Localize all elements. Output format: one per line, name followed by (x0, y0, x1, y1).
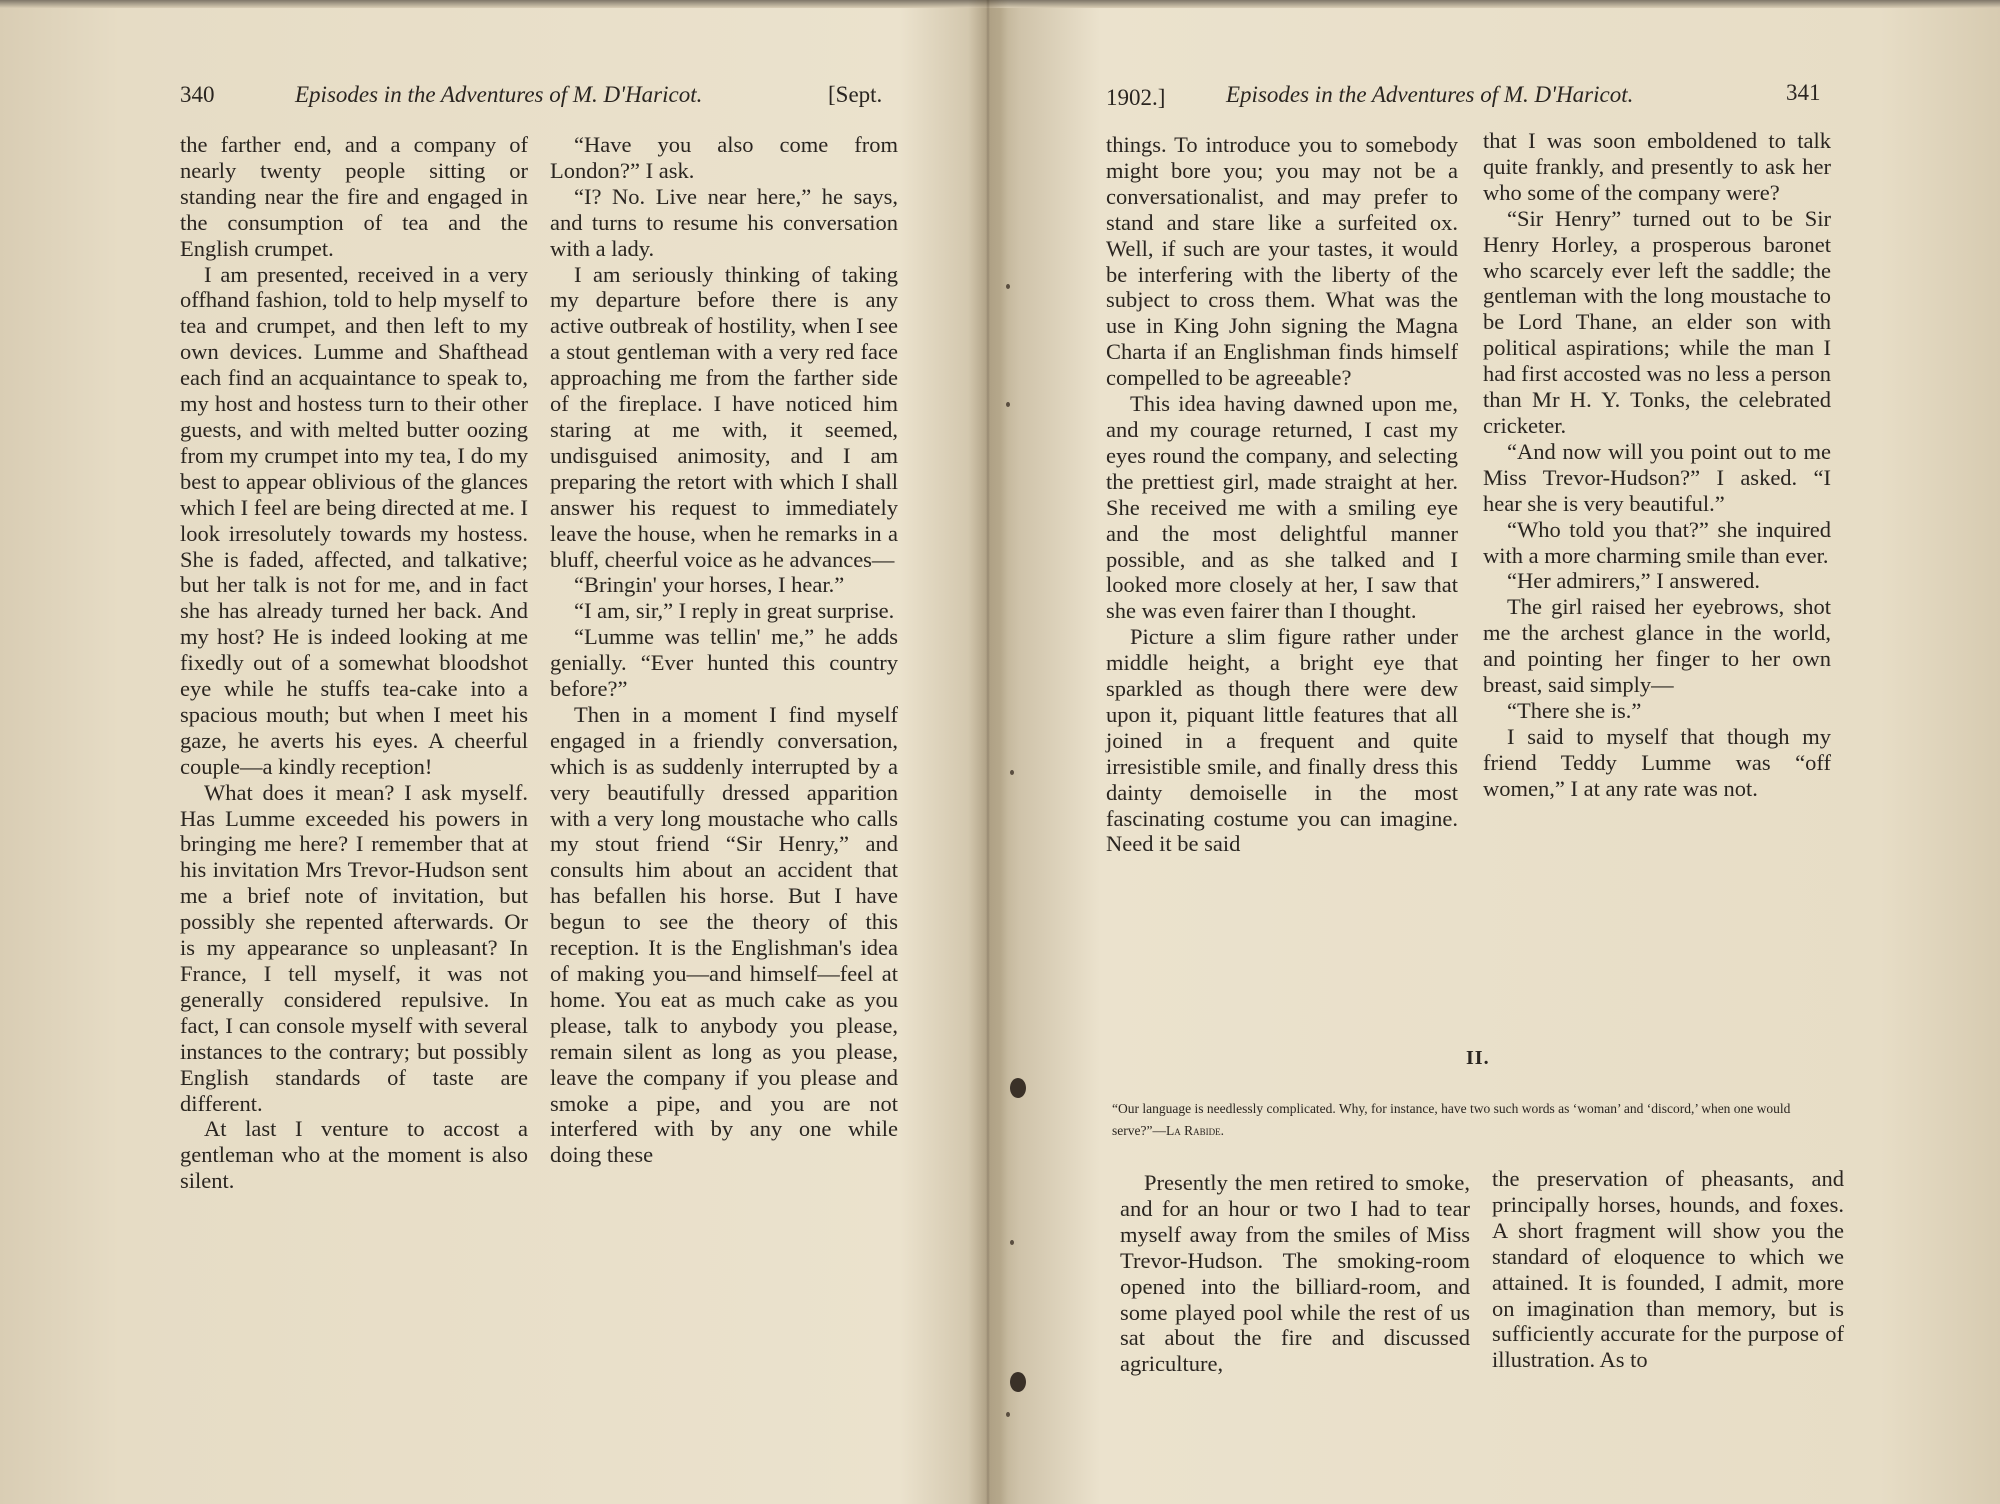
text-column-1 (180, 132, 528, 1194)
paragraph: “I am, sir,” I reply in great surprise. (574, 598, 895, 624)
left-page (0, 0, 985, 1504)
running-date: [Sept. (828, 82, 883, 107)
paragraph: This idea having dawned upon me, and my courage returned, I cast my eyes round the company, and selecting the prettiest girl, made straight at her. She received me with a smiling eye and the most delightful manner possible, and as she talked and I looked more closely at her, I saw that she was even fairer than I thought. (1106, 391, 1458, 624)
paragraph: “Her admirers,” I answered. (1507, 568, 1760, 594)
right-page (1000, 0, 2000, 1504)
paragraph: What does it mean? I ask myself. Has Lumme exceeded his powers in bringing me here? I remember that at his invitation Mrs Trevor-Hudson sent me a brief note of invitation, but possibly she repented afterwards. Or is my appearance so unpleasant? In France, I tell myself, it was not generally considered repulsive. In fact, I can console myself with several instances to the contrary; but possibly English standards of taste are different. (180, 779, 528, 1116)
epigraph (1112, 1098, 1842, 1142)
text-column-6 (1492, 1166, 1844, 1373)
paragraph: I am presented, received in a very offhand fashion, told to help myself to tea and crumpet, and then left to my own devices. Lumme and Shafthead each find an acquaintance to speak to, my host and hostess turn to their other guests, and with melted butter oozing from my crumpet into my tea, I do my best to appear oblivious of the glances which I feel are being directed at me. I look irresolutely towards my hostess. She is faded, affected, and talkative; but her talk is not for me, and in fact she has already turned her back. And my host? He is indeed looking at me fixedly out of a somewhat bloodshot eye while he stuffs tea-cake into a spacious mouth; but when I meet his gaze, he averts his eyes. A cheerful couple—a kindly reception! (180, 261, 528, 779)
text-column-4 (1483, 128, 1831, 802)
paragraph: Picture a slim figure rather under middle height, a bright eye that sparkled as though there were dew upon it, piquant little features that all joined in a frequent and quite irresistible smile, and finally dress this dainty demoiselle in the most fascinating costume you can imagine. Need it be said (1106, 624, 1458, 857)
section-number: II. (1466, 1047, 1490, 1069)
running-date: 1902.] (1106, 85, 1166, 110)
page-number: 341 (1786, 80, 1821, 105)
paragraph: At last I venture to accost a gentleman who at the moment is also silent. (180, 1116, 528, 1194)
paragraph: Then in a moment I find myself engaged in a friendly conversation, which is as suddenly interrupted by a very beautifully dressed apparition with a very long moustache who calls my stout friend “Sir Henry,” and consults him about an accident that has befallen his horse. But I have begun to see the theory of this reception. It is the Englishman's idea of making you—and himself—feel at home. You eat as much cake as you please, talk to anybody you please, remain silent as long as you please, leave the company if you please and smoke a pipe, and you are not interfered with by any one while doing these (550, 701, 898, 1168)
paragraph: that I was soon emboldened to talk quite frankly, and presently to ask her who some of the company were? (1483, 128, 1831, 205)
paragraph: “I? No. Live near here,” he says, and turns to resume his conversation with a lady. (550, 183, 898, 261)
paragraph: “Have you also come from London?” I ask. (550, 132, 898, 183)
page-number: 340 (180, 82, 215, 107)
paragraph: “Lumme was tellin' me,” he adds genially. “Ever hunted this country before?” (550, 624, 898, 702)
text-column-3 (1106, 132, 1458, 857)
running-title: Episodes in the Adventures of M. D'Haricot. (295, 82, 703, 107)
epigraph-author: La Rabide. (1165, 1123, 1224, 1138)
paragraph: “There she is.” (1507, 697, 1642, 723)
text-column-2 (550, 132, 898, 1168)
paragraph: “Bringin' your horses, I hear.” (574, 572, 845, 598)
paragraph: “And now will you point out to me Miss Trevor-Hudson?” I asked. “I hear she is very beautiful.” (1483, 438, 1831, 516)
paragraph: “Sir Henry” turned out to be Sir Henry Horley, a prosperous baronet who scarcely ever left the saddle; the gentleman with the long moustache to be Lord Thane, an elder son with political aspirations; while the man I had first accosted was no less a person than Mr H. Y. Tonks, the celebrated cricketer. (1483, 205, 1831, 438)
epigraph-quote: “Our language is needlessly complicated. Why, for instance, have two such words as ‘woman’ and ‘discord,’ when one would serve?”— (1112, 1101, 1791, 1138)
paragraph: the preservation of pheasants, and principally horses, hounds, and foxes. A short fragment will show you the standard of eloquence to which we attained. It is founded, I admit, more on imagination than memory, but is sufficiently accurate for the purpose of illustration. As to (1492, 1166, 1844, 1373)
paragraph: I am seriously thinking of taking my departure before there is any active outbreak of hostility, when I see a stout gentleman with a very red face approaching me from the farther side of the fireplace. I have noticed him staring at me with, it seemed, undisguised animosity, and I am preparing the retort with which I shall answer his request to immediately leave the house, when he remarks in a bluff, cheerful voice as he advances— (550, 261, 898, 572)
paragraph: things. To introduce you to somebody might bore you; you may not be a conversationalist, and may prefer to stand and stare like a surfeited ox. Well, if such are your tastes, it would be interfering with the liberty of the subject to cross them. What was the use in King John signing the Magna Charta if an Englishman finds himself compelled to be agreeable? (1106, 132, 1458, 391)
paragraph: Presently the men retired to smoke, and for an hour or two I had to tear myself away from the smiles of Miss Trevor-Hudson. The smoking-room opened into the billiard-room, and some played pool while the rest of us sat about the fire and discussed agriculture, (1120, 1170, 1470, 1377)
paragraph: “Who told you that?” she inquired with a more charming smile than ever. (1483, 516, 1831, 568)
paragraph: the farther end, and a company of nearly twenty people sitting or standing near the fire and engaged in the consumption of tea and the English crumpet. (180, 132, 528, 261)
paragraph: I said to myself that though my friend Teddy Lumme was “off women,” I at any rate was not. (1483, 723, 1831, 801)
paragraph: The girl raised her eyebrows, shot me the archest glance in the world, and pointing her finger to her own breast, said simply— (1483, 594, 1831, 698)
running-title: Episodes in the Adventures of M. D'Haricot. (1226, 82, 1634, 107)
text-column-5 (1120, 1170, 1470, 1377)
